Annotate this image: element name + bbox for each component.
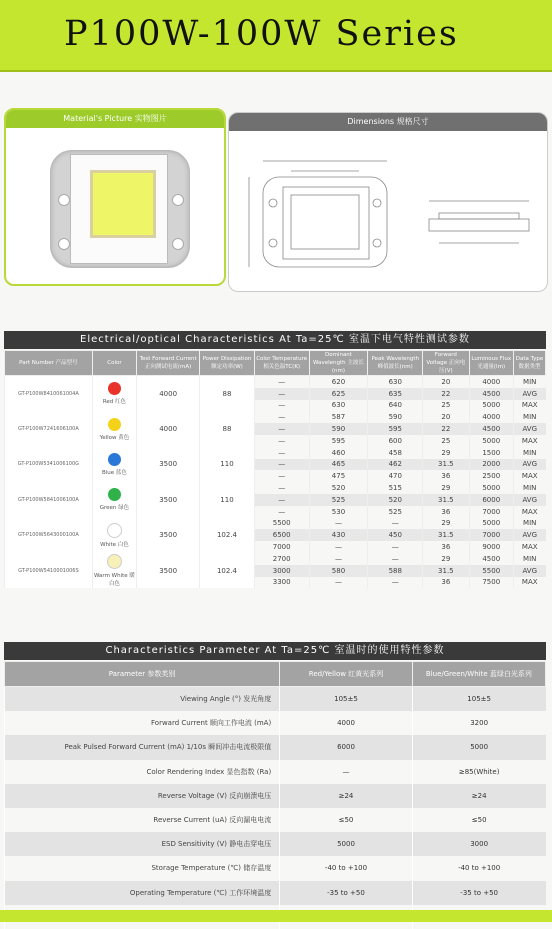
luminous-flux: 7500 <box>469 577 513 589</box>
column-header: Parameter 参数类别 <box>5 662 280 687</box>
electrical-section-header: Electrical/optical Characteristics At Ta=25℃ 室温下电气特性测试参数 <box>4 331 546 349</box>
table-row <box>5 760 546 784</box>
peak-wavelength: 525 <box>368 506 423 518</box>
dominant-wavelength: 625 <box>309 388 368 400</box>
part-number: GT-P100W5643000100A <box>5 518 93 553</box>
table-row <box>5 687 546 712</box>
color-cell <box>92 447 136 482</box>
forward-voltage: 29 <box>423 447 469 459</box>
color-dot <box>108 488 121 501</box>
parameter-label: Reverse Current (uA) 反向漏电电流 <box>5 808 280 832</box>
peak-wavelength: — <box>368 541 423 553</box>
column-header: Dominant Wavelength 主波长(nm) <box>309 351 368 376</box>
power-dissipation: 88 <box>200 411 255 446</box>
peak-wavelength: — <box>368 553 423 565</box>
dominant-wavelength: 580 <box>309 565 368 577</box>
color-temperature: — <box>254 423 309 435</box>
forward-voltage: 22 <box>423 423 469 435</box>
color-dot <box>107 523 122 538</box>
data-type: AVG <box>513 459 545 471</box>
luminous-flux: 7000 <box>469 529 513 541</box>
color-dot <box>107 554 122 569</box>
table-row <box>5 518 546 530</box>
data-type: AVG <box>513 423 545 435</box>
data-type: MAX <box>513 470 545 482</box>
part-number: GT-P100W5841006100A <box>5 482 93 517</box>
peak-wavelength: 458 <box>368 447 423 459</box>
dominant-wavelength: 525 <box>309 494 368 506</box>
peak-wavelength: 520 <box>368 494 423 506</box>
table-row <box>5 411 546 423</box>
peak-wavelength: 470 <box>368 470 423 482</box>
data-type: AVG <box>513 494 545 506</box>
table-row <box>5 832 546 856</box>
forward-voltage: 29 <box>423 553 469 565</box>
luminous-flux: 5000 <box>469 400 513 412</box>
parameter-label: Reverse Voltage (V) 反向崩溃电压 <box>5 784 280 808</box>
power-dissipation: 110 <box>200 447 255 482</box>
data-type: MAX <box>513 506 545 518</box>
dominant-wavelength: 465 <box>309 459 368 471</box>
data-type: MIN <box>513 553 545 565</box>
forward-voltage: 36 <box>423 577 469 589</box>
color-temperature: — <box>254 435 309 447</box>
forward-voltage: 29 <box>423 518 469 530</box>
peak-wavelength: 640 <box>368 400 423 412</box>
data-type: MAX <box>513 435 545 447</box>
peak-wavelength: 595 <box>368 423 423 435</box>
dominant-wavelength: — <box>309 541 368 553</box>
forward-voltage: 25 <box>423 435 469 447</box>
luminous-flux: 5500 <box>469 565 513 577</box>
luminous-flux: 2000 <box>469 459 513 471</box>
forward-voltage: 29 <box>423 482 469 494</box>
column-header: Color <box>92 351 136 376</box>
bottom-bar <box>0 910 552 922</box>
color-temperature: — <box>254 447 309 459</box>
table-row <box>5 784 546 808</box>
data-type: MIN <box>513 376 545 388</box>
peak-wavelength: 462 <box>368 459 423 471</box>
luminous-flux: 5000 <box>469 435 513 447</box>
dominant-wavelength: — <box>309 553 368 565</box>
test-current: 3500 <box>137 482 200 517</box>
table-row <box>5 447 546 459</box>
luminous-flux: 5000 <box>469 482 513 494</box>
data-type: MIN <box>513 482 545 494</box>
color-temperature: — <box>254 376 309 388</box>
column-header: Peak Wavelength 峰值波长(nm) <box>368 351 423 376</box>
color-label: Warm White 暖白色 <box>93 573 135 588</box>
dominant-wavelength: 620 <box>309 376 368 388</box>
color-cell <box>92 518 136 553</box>
part-number: GT-P100W5341006100G <box>5 447 93 482</box>
dominant-wavelength: 520 <box>309 482 368 494</box>
red-yellow-value: -40 to +100 <box>280 856 413 880</box>
power-dissipation: 110 <box>200 482 255 517</box>
column-header: Part Number 产品型号 <box>5 351 93 376</box>
parameter-label: Forward Current 顺向工作电流 (mA) <box>5 711 280 735</box>
red-yellow-value: 4000 <box>280 711 413 735</box>
table-row <box>5 735 546 759</box>
column-header: Power Dissipation 额定功率(W) <box>200 351 255 376</box>
column-header: Forward Voltage 正向电压(V) <box>423 351 469 376</box>
luminous-flux: 4000 <box>469 376 513 388</box>
blue-green-white-value: ≤50 <box>412 808 545 832</box>
page-title: P100W-100W Series <box>64 14 459 54</box>
blue-green-white-value: 105±5 <box>412 687 545 712</box>
led-chip-photo <box>6 128 224 284</box>
dominant-wavelength: 630 <box>309 400 368 412</box>
color-dot <box>108 382 121 395</box>
forward-voltage: 31.5 <box>423 459 469 471</box>
red-yellow-value: 5000 <box>280 832 413 856</box>
color-label: Yellow 黄色 <box>99 434 130 441</box>
blue-green-white-value: -35 to +50 <box>412 881 545 905</box>
test-current: 4000 <box>137 411 200 446</box>
color-temperature: 3300 <box>254 577 309 589</box>
color-temperature: 2700 <box>254 553 309 565</box>
parameter-label: Operating Temperature (℃) 工作环境温度 <box>5 881 280 905</box>
test-current: 3500 <box>137 518 200 553</box>
parameter-label: Peak Pulsed Forward Current (mA) 1/10s 瞬间冲击电流极限值 <box>5 735 280 759</box>
red-yellow-value: ≥24 <box>280 784 413 808</box>
luminous-flux: 5000 <box>469 518 513 530</box>
part-number: GT-P100W5410001006S <box>5 553 93 588</box>
data-type: MAX <box>513 400 545 412</box>
luminous-flux: 7000 <box>469 506 513 518</box>
color-temperature: — <box>254 482 309 494</box>
peak-wavelength: — <box>368 518 423 530</box>
red-yellow-value: 6000 <box>280 735 413 759</box>
red-yellow-value: -35 to +50 <box>280 881 413 905</box>
red-yellow-value: ≤50 <box>280 808 413 832</box>
red-yellow-value: — <box>280 760 413 784</box>
dominant-wavelength: 430 <box>309 529 368 541</box>
luminous-flux: 2500 <box>469 470 513 482</box>
forward-voltage: 36 <box>423 470 469 482</box>
table-row <box>5 376 546 388</box>
part-number: GT-P100W7241606100A <box>5 411 93 446</box>
forward-voltage: 36 <box>423 541 469 553</box>
table-row <box>5 881 546 905</box>
peak-wavelength: 590 <box>368 411 423 423</box>
color-dot <box>108 453 121 466</box>
dimension-drawing <box>229 131 547 291</box>
luminous-flux: 9000 <box>469 541 513 553</box>
peak-wavelength: 600 <box>368 435 423 447</box>
color-label: Green 绿色 <box>99 505 130 512</box>
part-number: GT-P100W8410061004A <box>5 376 93 412</box>
column-header: Blue/Green/White 蓝绿白光系列 <box>412 662 545 687</box>
luminous-flux: 1500 <box>469 447 513 459</box>
table-row <box>5 553 546 565</box>
peak-wavelength: 635 <box>368 388 423 400</box>
color-temperature: — <box>254 400 309 412</box>
dominant-wavelength: 530 <box>309 506 368 518</box>
dominant-wavelength: — <box>309 577 368 589</box>
luminous-flux: 6000 <box>469 494 513 506</box>
color-temperature: 3000 <box>254 565 309 577</box>
title-banner <box>0 0 552 72</box>
peak-wavelength: 450 <box>368 529 423 541</box>
table-row <box>5 808 546 832</box>
color-temperature: — <box>254 388 309 400</box>
parameter-label: Color Rendering Index 显色指数 (Ra) <box>5 760 280 784</box>
color-temperature: 7000 <box>254 541 309 553</box>
blue-green-white-value: -40 to +100 <box>412 856 545 880</box>
parameter-label: ESD Sensitivity (V) 静电击穿电压 <box>5 832 280 856</box>
color-temperature: — <box>254 470 309 482</box>
test-current: 3500 <box>137 447 200 482</box>
data-type: MIN <box>513 447 545 459</box>
forward-voltage: 31.5 <box>423 494 469 506</box>
forward-voltage: 25 <box>423 400 469 412</box>
table-row <box>5 856 546 880</box>
color-temperature: — <box>254 506 309 518</box>
forward-voltage: 31.5 <box>423 565 469 577</box>
color-cell <box>92 376 136 412</box>
power-dissipation: 102.4 <box>200 518 255 553</box>
peak-wavelength: 515 <box>368 482 423 494</box>
power-dissipation: 102.4 <box>200 553 255 588</box>
data-type: AVG <box>513 529 545 541</box>
dominant-wavelength: 460 <box>309 447 368 459</box>
forward-voltage: 36 <box>423 506 469 518</box>
dimensions-panel <box>228 112 548 292</box>
blue-green-white-value: 3200 <box>412 711 545 735</box>
color-dot <box>108 418 121 431</box>
luminous-flux: 4000 <box>469 411 513 423</box>
dominant-wavelength: 590 <box>309 423 368 435</box>
column-header: Red/Yellow 红黄光系列 <box>280 662 413 687</box>
column-header: Luminous Flux 光通量(lm) <box>469 351 513 376</box>
data-type: AVG <box>513 565 545 577</box>
data-type: MAX <box>513 577 545 589</box>
color-cell <box>92 482 136 517</box>
dominant-wavelength: 595 <box>309 435 368 447</box>
power-dissipation: 88 <box>200 376 255 412</box>
column-header: Color Temperature 相关色温TC(K) <box>254 351 309 376</box>
dominant-wavelength: 475 <box>309 470 368 482</box>
electrical-characteristics-table <box>4 350 546 588</box>
dominant-wavelength: 587 <box>309 411 368 423</box>
peak-wavelength: 588 <box>368 565 423 577</box>
blue-green-white-value: 5000 <box>412 735 545 759</box>
color-label: White 白色 <box>100 541 129 548</box>
column-header: Test Forward Current 正向测试电流(mA) <box>137 351 200 376</box>
data-type: MIN <box>513 411 545 423</box>
peak-wavelength: — <box>368 577 423 589</box>
color-temperature: — <box>254 494 309 506</box>
table-row <box>5 711 546 735</box>
material-picture-panel <box>4 108 226 286</box>
parameter-label: Storage Temperature (℃) 储存温度 <box>5 856 280 880</box>
forward-voltage: 20 <box>423 411 469 423</box>
forward-voltage: 31.5 <box>423 529 469 541</box>
material-picture-header: Material's Picture 实物图片 <box>6 110 224 128</box>
blue-green-white-value: ≥85(White) <box>412 760 545 784</box>
luminous-flux: 4500 <box>469 423 513 435</box>
luminous-flux: 4500 <box>469 388 513 400</box>
color-cell <box>92 553 136 588</box>
color-temperature: — <box>254 459 309 471</box>
table-row <box>5 482 546 494</box>
forward-voltage: 22 <box>423 388 469 400</box>
test-current: 4000 <box>137 376 200 412</box>
characteristics-section-header: Characteristics Parameter At Ta=25℃ 室温时的使用特性参数 <box>4 642 546 660</box>
test-current: 3500 <box>137 553 200 588</box>
blue-green-white-value: ≥24 <box>412 784 545 808</box>
dominant-wavelength: — <box>309 518 368 530</box>
color-label: Red 红色 <box>102 399 127 406</box>
data-type: MAX <box>513 541 545 553</box>
color-label: Blue 蓝色 <box>101 469 127 476</box>
blue-green-white-value: 3000 <box>412 832 545 856</box>
color-temperature: 6500 <box>254 529 309 541</box>
color-temperature: — <box>254 411 309 423</box>
characteristics-parameter-table <box>4 661 546 929</box>
parameter-label: Viewing Angle (°) 发光角度 <box>5 687 280 712</box>
red-yellow-value: 105±5 <box>280 687 413 712</box>
peak-wavelength: 630 <box>368 376 423 388</box>
dimensions-header: Dimensions 规格尺寸 <box>229 113 547 131</box>
luminous-flux: 4500 <box>469 553 513 565</box>
color-temperature: 5500 <box>254 518 309 530</box>
forward-voltage: 20 <box>423 376 469 388</box>
data-type: AVG <box>513 388 545 400</box>
data-type: MIN <box>513 518 545 530</box>
column-header: Data Type 数据类型 <box>513 351 545 376</box>
color-cell <box>92 411 136 446</box>
